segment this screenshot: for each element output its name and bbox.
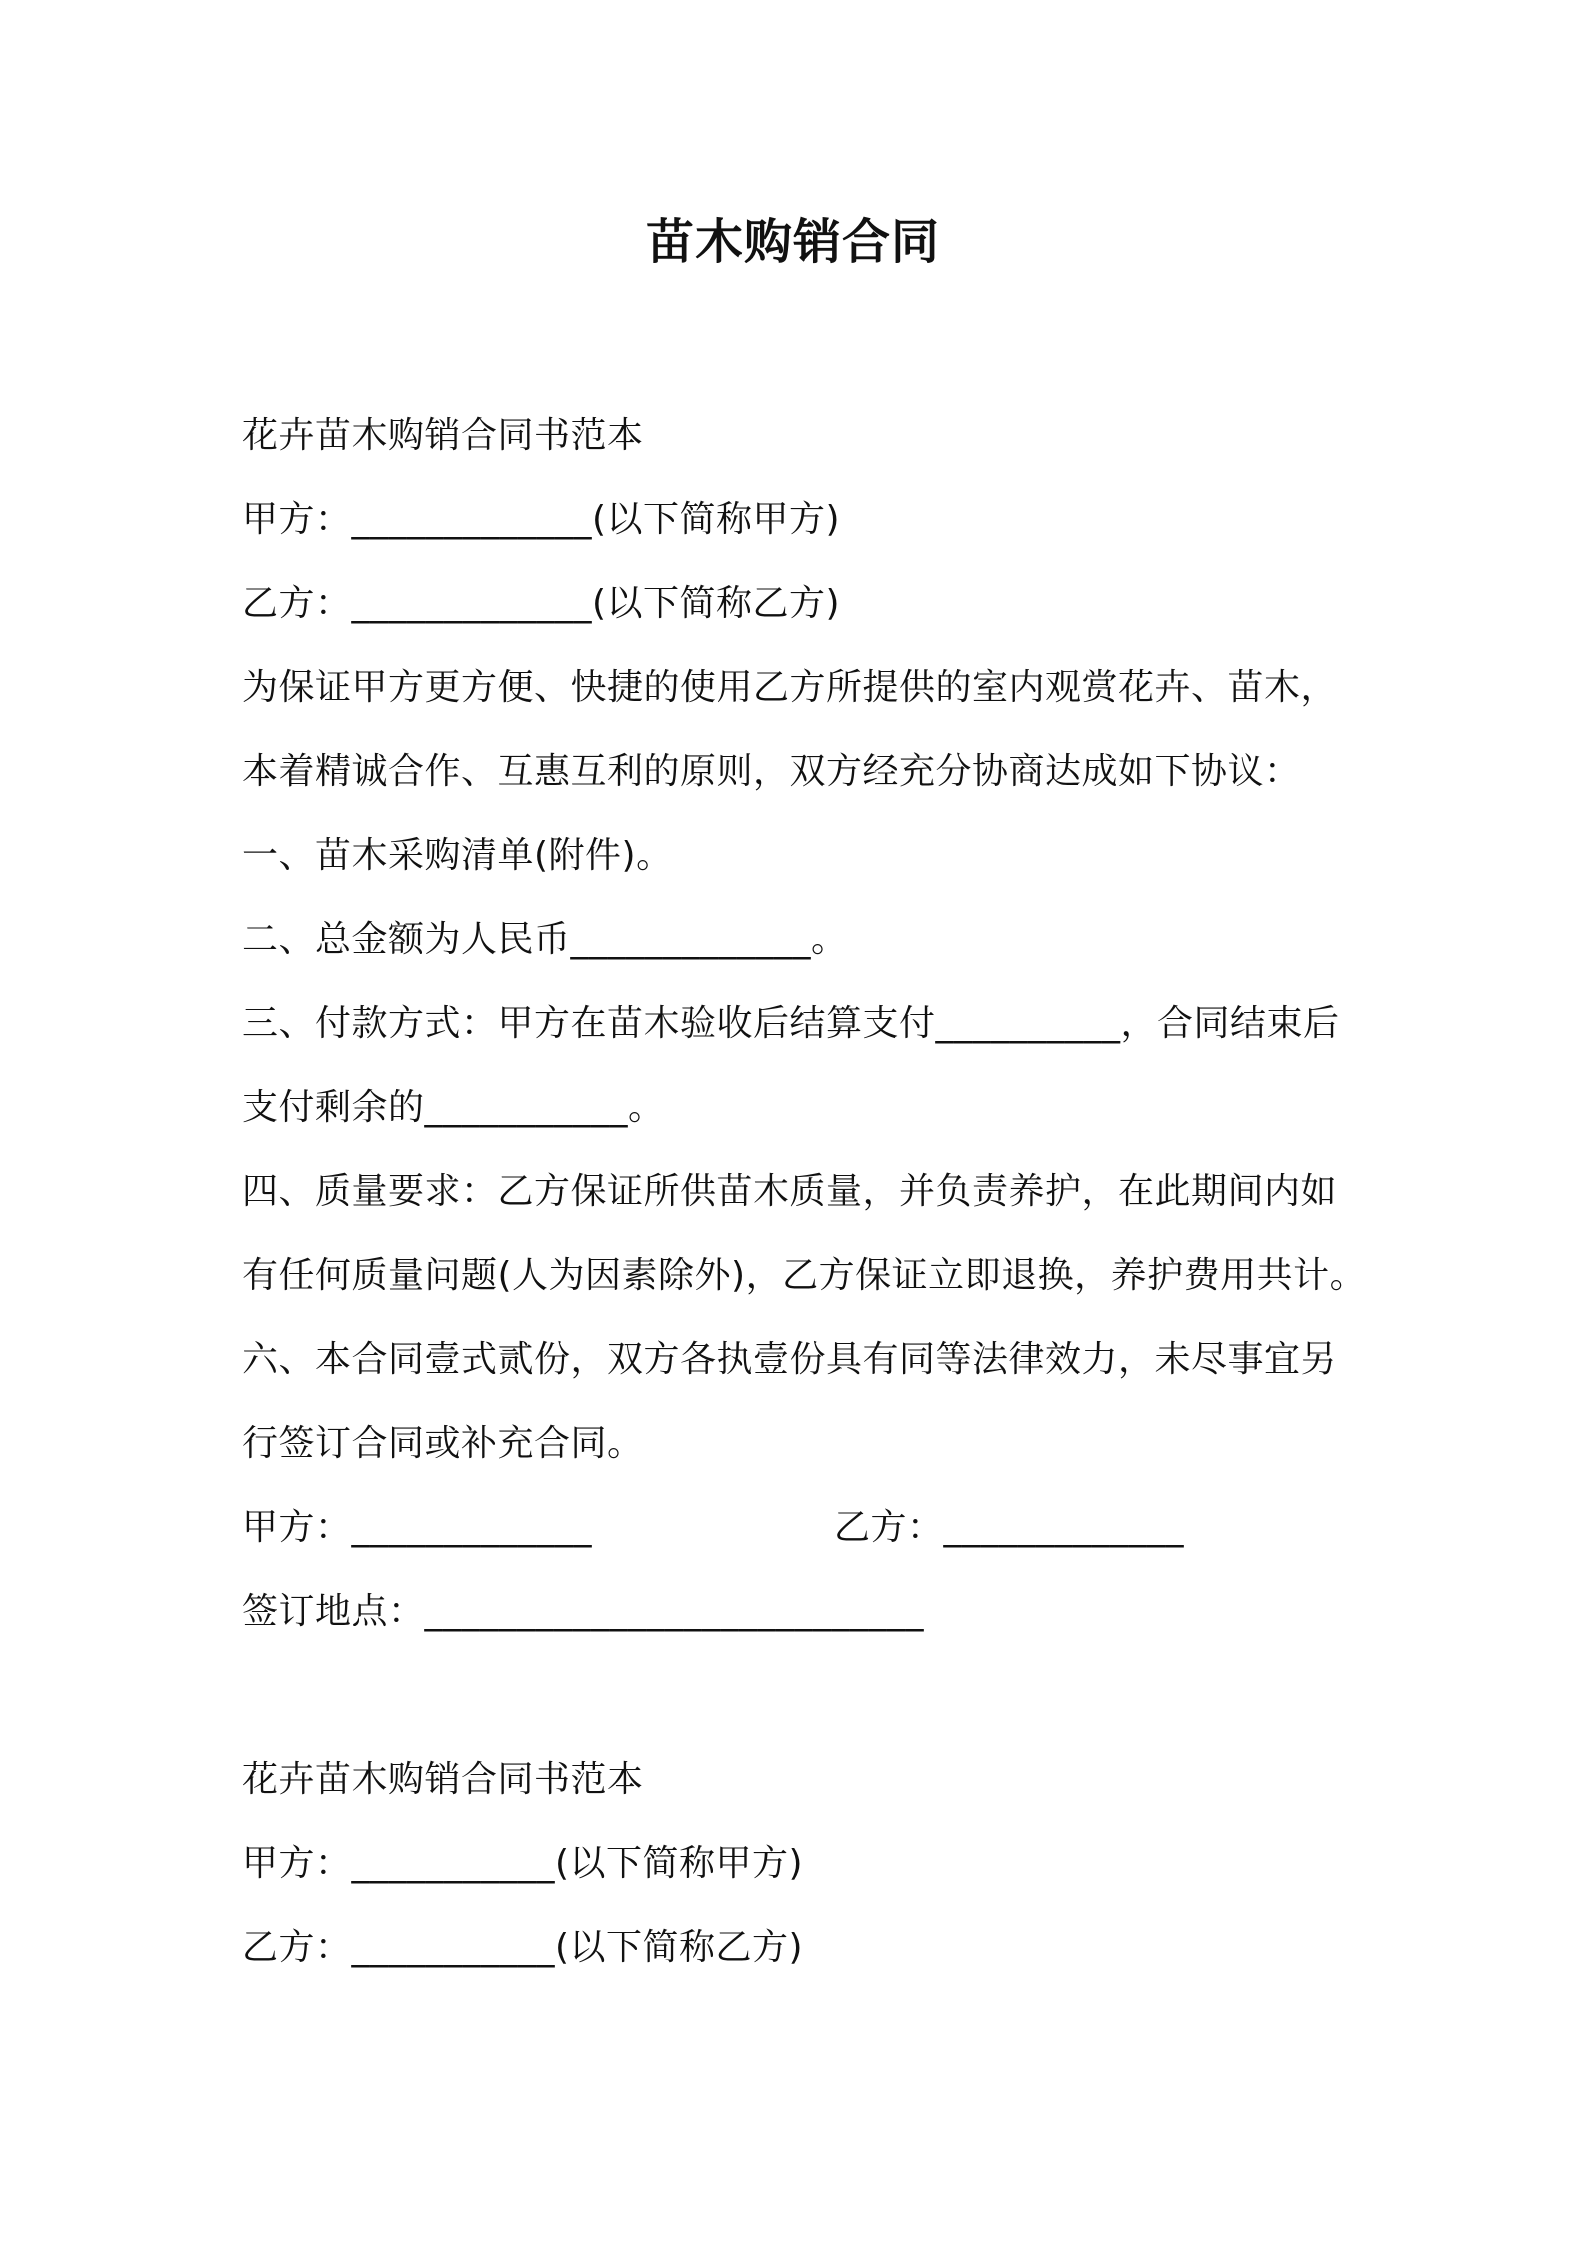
clause-4-line2: 有任何质量问题(人为因素除外)，乙方保证立即退换，养护费用共计。 — [242, 1255, 1367, 1296]
intro-paragraph-line2: 本着精诚合作、互惠互利的原则，双方经充分协商达成如下协议： — [242, 751, 1301, 792]
document-title: 苗木购销合同 — [645, 214, 940, 270]
clause-3-line2: 支付剩余的___________。 — [242, 1087, 665, 1128]
clause-2: 二、总金额为人民币_____________。 — [242, 919, 848, 960]
signing-place: 签订地点：___________________________ — [242, 1591, 925, 1632]
clause-4-line1: 四、质量要求：乙方保证所供苗木质量，并负责养护，在此期间内如 — [242, 1171, 1338, 1212]
clause-6-line1: 六、本合同壹式贰份，双方各执壹份具有同等法律效力，未尽事宜另 — [242, 1339, 1338, 1380]
signature-party-a: 甲方：_____________ — [242, 1507, 593, 1548]
section2-party-b-line: 乙方：___________(以下简称乙方) — [242, 1927, 804, 1968]
party-b-line: 乙方：_____________(以下简称乙方) — [242, 583, 841, 624]
clause-3-line1: 三、付款方式：甲方在苗木验收后结算支付__________，合同结束后 — [242, 1003, 1340, 1044]
clause-1: 一、苗木采购清单(附件)。 — [242, 835, 673, 876]
section2-heading: 花卉苗木购销合同书范本 — [242, 1759, 644, 1800]
party-a-line: 甲方：_____________(以下简称甲方) — [242, 499, 841, 540]
section1-heading: 花卉苗木购销合同书范本 — [242, 415, 644, 456]
intro-paragraph-line1: 为保证甲方更方便、快捷的使用乙方所提供的室内观赏花卉、苗木， — [242, 667, 1338, 708]
clause-6-line2: 行签订合同或补充合同。 — [242, 1423, 644, 1464]
section2-party-a-line: 甲方：___________(以下简称甲方) — [242, 1843, 804, 1884]
signature-party-b: 乙方：_____________ — [834, 1507, 1185, 1548]
